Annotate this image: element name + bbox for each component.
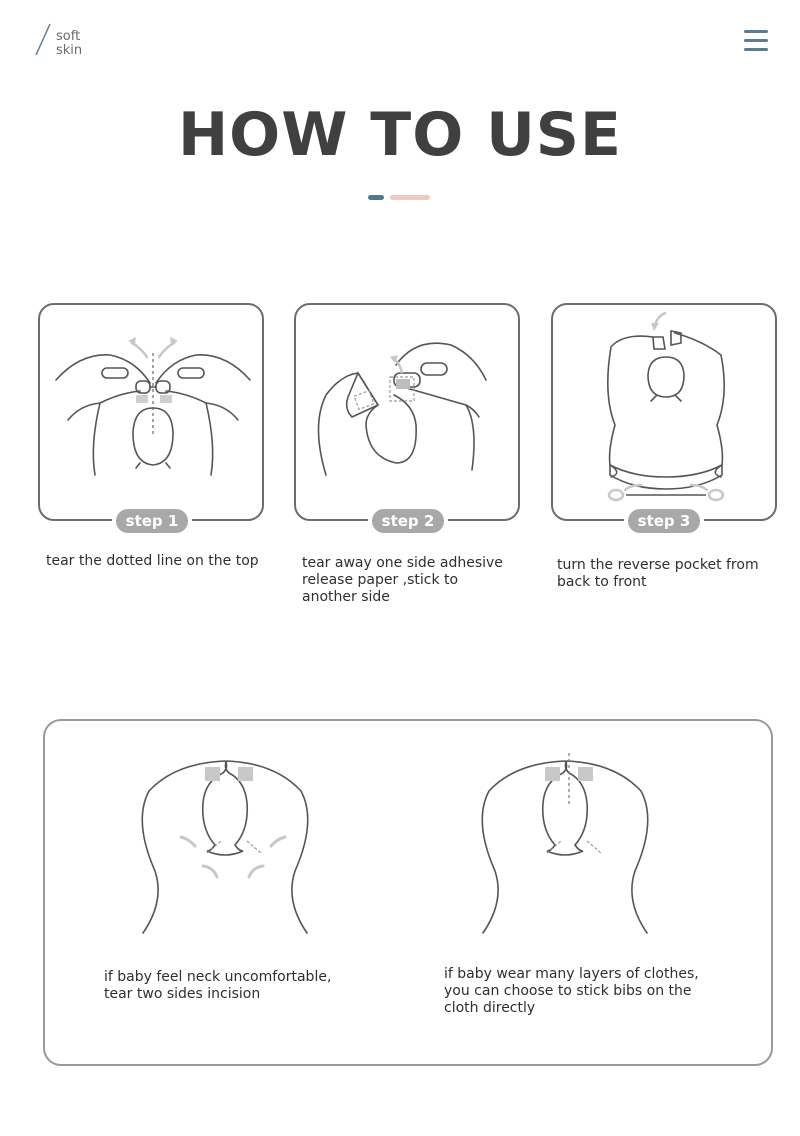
caption-line: if baby feel neck uncomfortable, — [104, 969, 332, 985]
caption-line: tear two sides incision — [104, 986, 261, 1002]
step-1-illustration-card — [38, 303, 264, 521]
step-2-illustration-card — [294, 303, 520, 521]
tip-2-caption — [444, 966, 699, 1017]
step-1-badge: step 1 — [116, 509, 188, 533]
step-3-illustration-card — [551, 303, 777, 521]
caption-line: you can choose to stick bibs on the — [444, 983, 692, 999]
logo-slash-icon — [34, 22, 54, 58]
brand-logo[interactable] — [34, 22, 94, 62]
hamburger-menu-icon[interactable] — [744, 30, 768, 54]
divider-pink — [390, 195, 430, 200]
tear-dotted-line-illustration-icon — [40, 305, 266, 523]
divider-blue — [368, 195, 384, 200]
reverse-pocket-illustration-icon — [553, 305, 779, 523]
logo-line-1: soft — [56, 29, 81, 44]
caption-line: turn the reverse pocket from — [557, 557, 759, 573]
caption-line: tear the dotted line on the top — [46, 553, 259, 569]
tear-incision-illustration-icon — [105, 721, 345, 961]
step-1-caption — [46, 553, 259, 570]
caption-line: cloth directly — [444, 1000, 536, 1016]
page-title: HOW TO USE — [177, 100, 623, 170]
logo-text — [56, 30, 82, 58]
step-2-badge: step 2 — [372, 509, 444, 533]
step-3-badge: step 3 — [628, 509, 700, 533]
logo-line-2: skin — [56, 43, 83, 58]
caption-line: release paper ,stick to — [302, 572, 459, 588]
step-2-caption — [302, 555, 503, 606]
caption-line: another side — [302, 589, 390, 605]
tips-panel — [43, 719, 773, 1066]
step-3-caption — [557, 557, 759, 591]
caption-line: tear away one side adhesive — [302, 555, 503, 571]
tip-1-caption — [104, 969, 331, 1003]
caption-line: if baby wear many layers of clothes, — [444, 966, 699, 982]
caption-line: back to front — [557, 574, 647, 590]
stick-on-cloth-illustration-icon — [445, 721, 685, 961]
peel-adhesive-illustration-icon — [296, 305, 522, 523]
